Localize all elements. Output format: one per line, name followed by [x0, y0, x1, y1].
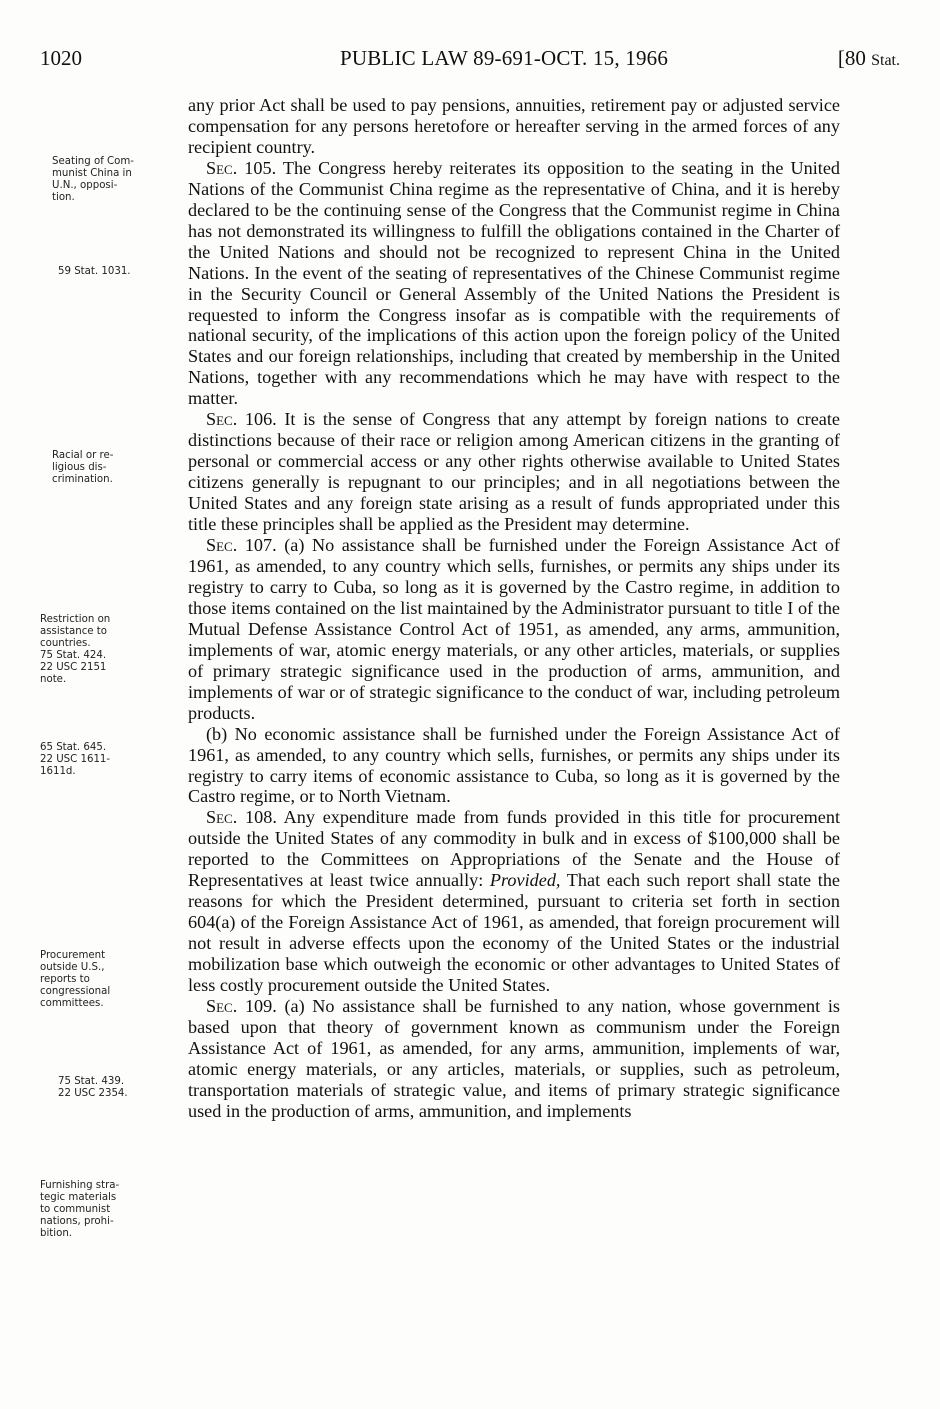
section-105-text: The Congress hereby reiterates its opposition to the seating in the United Nations of the Communist China regime as the representative of China, and it is hereby declared to be the continuing sense of the Congress that the Communist regime in China has not demonstrated its willingness to fulfill the obligations contained in the Charter of the United Nations and should not be recognized to represent China in the United Nations. In the event of the seating of representatives of the Chinese Communist regime in the Security Council or General Assembly of the United Nations the President is requested to inform the Congress insofar as is compatible with the requirements of national security, of the implications of this action upon the foreign policy of the United States and our foreign relationships, including that created by membership in the United Nations, together with any recommendations which he may have with respect to the matter. — [188, 157, 841, 409]
section-105-label: Sec. 105. — [206, 157, 277, 178]
running-title: PUBLIC LAW 89-691-OCT. 15, 1966 — [340, 46, 669, 70]
margin-note-seating-china: Seating of Com- munist China in U.N., opposi- tion. — [52, 156, 134, 203]
statute-volume: [80 — [837, 46, 866, 70]
margin-note-65-stat: 65 Stat. 645. 22 USC 1611- 1611d. — [40, 742, 111, 777]
page-number: 1020 — [40, 46, 82, 70]
statute-label: Stat. — [871, 52, 900, 69]
margin-note-strategic-materials: Furnishing stra- tegic materials to communist nations, prohi- bition. — [40, 1180, 120, 1239]
section-106 — [188, 409, 840, 535]
section-108 — [188, 807, 840, 996]
statute-body — [188, 95, 840, 1122]
section-109-label: Sec. 109. — [206, 995, 277, 1016]
section-106-label: Sec. 106. — [206, 409, 277, 430]
page-header — [40, 46, 900, 76]
margin-note-procurement-reports: Procurement outside U.S., reports to congressional committees. — [40, 950, 111, 1009]
section-107-text: (a) No assistance shall be furnished under the Foreign Assistance Act of 1961, as amended, to any country which sells, furnishes, or permits any ships under its registry to carry to Cuba, so long as it is governed by the Castro regime, in addition to those items contained on the list maintained by the Administrator pursuant to title I of the Mutual Defense Assistance Control Act of 1951, as amended, any arms, ammunition, implements of war, atomic energy materials, or any other articles, materials, or supplies of primary strategic significance used in the production of arms, ammunition, and implements of war or of strategic significance to the conduct of war, including petroleum products. — [188, 535, 840, 723]
section-108-text-a: Any expenditure made from funds provided in this title for procurement outside the United States of any commodity in bulk and in excess of $100,000 shall be reported to the Committees on Appropriations of the Senate and the House of Representatives at least twice annually: — [188, 807, 841, 891]
section-107-b: (b) No economic assistance shall be furnished under the Foreign Assistance Act of 1961, as amended, to any country which sells, furnishes, or permits any ships under its registry to carry items of economic assistance to Cuba, so long as it is governed by the Castro regime, or to North Vietnam. — [188, 723, 840, 807]
section-105 — [188, 158, 840, 409]
section-107-label: Sec. 107. — [206, 535, 277, 556]
section-108-text-b: That each such report shall state the reasons for which the President determined, pursuant to criteria set forth in section 604(a) of the Foreign Assistance Act of 1961, as amended, that foreign procurement will not result in adverse effects upon the economy of the United States or the industrial mobilization base which outweigh the economic or other advantages to United States of less costly procurement outside the United States. — [188, 870, 840, 996]
margin-note-75-stat-439: 75 Stat. 439. 22 USC 2354. — [58, 1076, 128, 1099]
section-108-label: Sec. 108. — [206, 807, 277, 828]
section-106-text: It is the sense of Congress that any attempt by foreign nations to create distinctions because of their race or religion among American citizens in the granting of personal or commercial access or any other rights otherwise available to United States citizens generally is repugnant to our principles; and in all negotiations between the United States and any foreign state arising as a result of funds appropriated under this title these principles shall be applied as the President may determine. — [188, 409, 840, 535]
paragraph-continuation: any prior Act shall be used to pay pensions, annuities, retirement pay or adjusted service compensation for any persons heretofore or hereafter serving in the armed forces of any recipient country. — [188, 95, 840, 157]
section-109 — [188, 996, 840, 1122]
margin-note-59-stat: 59 Stat. 1031. — [58, 266, 131, 277]
section-107 — [188, 535, 840, 724]
statute-reference — [838, 46, 900, 71]
section-108-provided: Provided, — [489, 870, 561, 891]
section-109-text: (a) No assistance shall be furnished to any nation, whose government is based upon that theory of government known as communism under the Foreign Assistance Act of 1961, as amended, for any arms, ammunition, implements of war, atomic energy materials, or any articles, materials, or supplies, such as petroleum, transportation materials of strategic value, and items of primary strategic significance used in the production of arms, ammunition, and implements — [188, 995, 841, 1121]
margin-note-racial-discrimination: Racial or re- ligious dis- crimination. — [52, 450, 114, 485]
margin-note-restriction-assistance: Restriction on assistance to countries. 75 Stat. 424. 22 USC 2151 note. — [40, 614, 111, 685]
